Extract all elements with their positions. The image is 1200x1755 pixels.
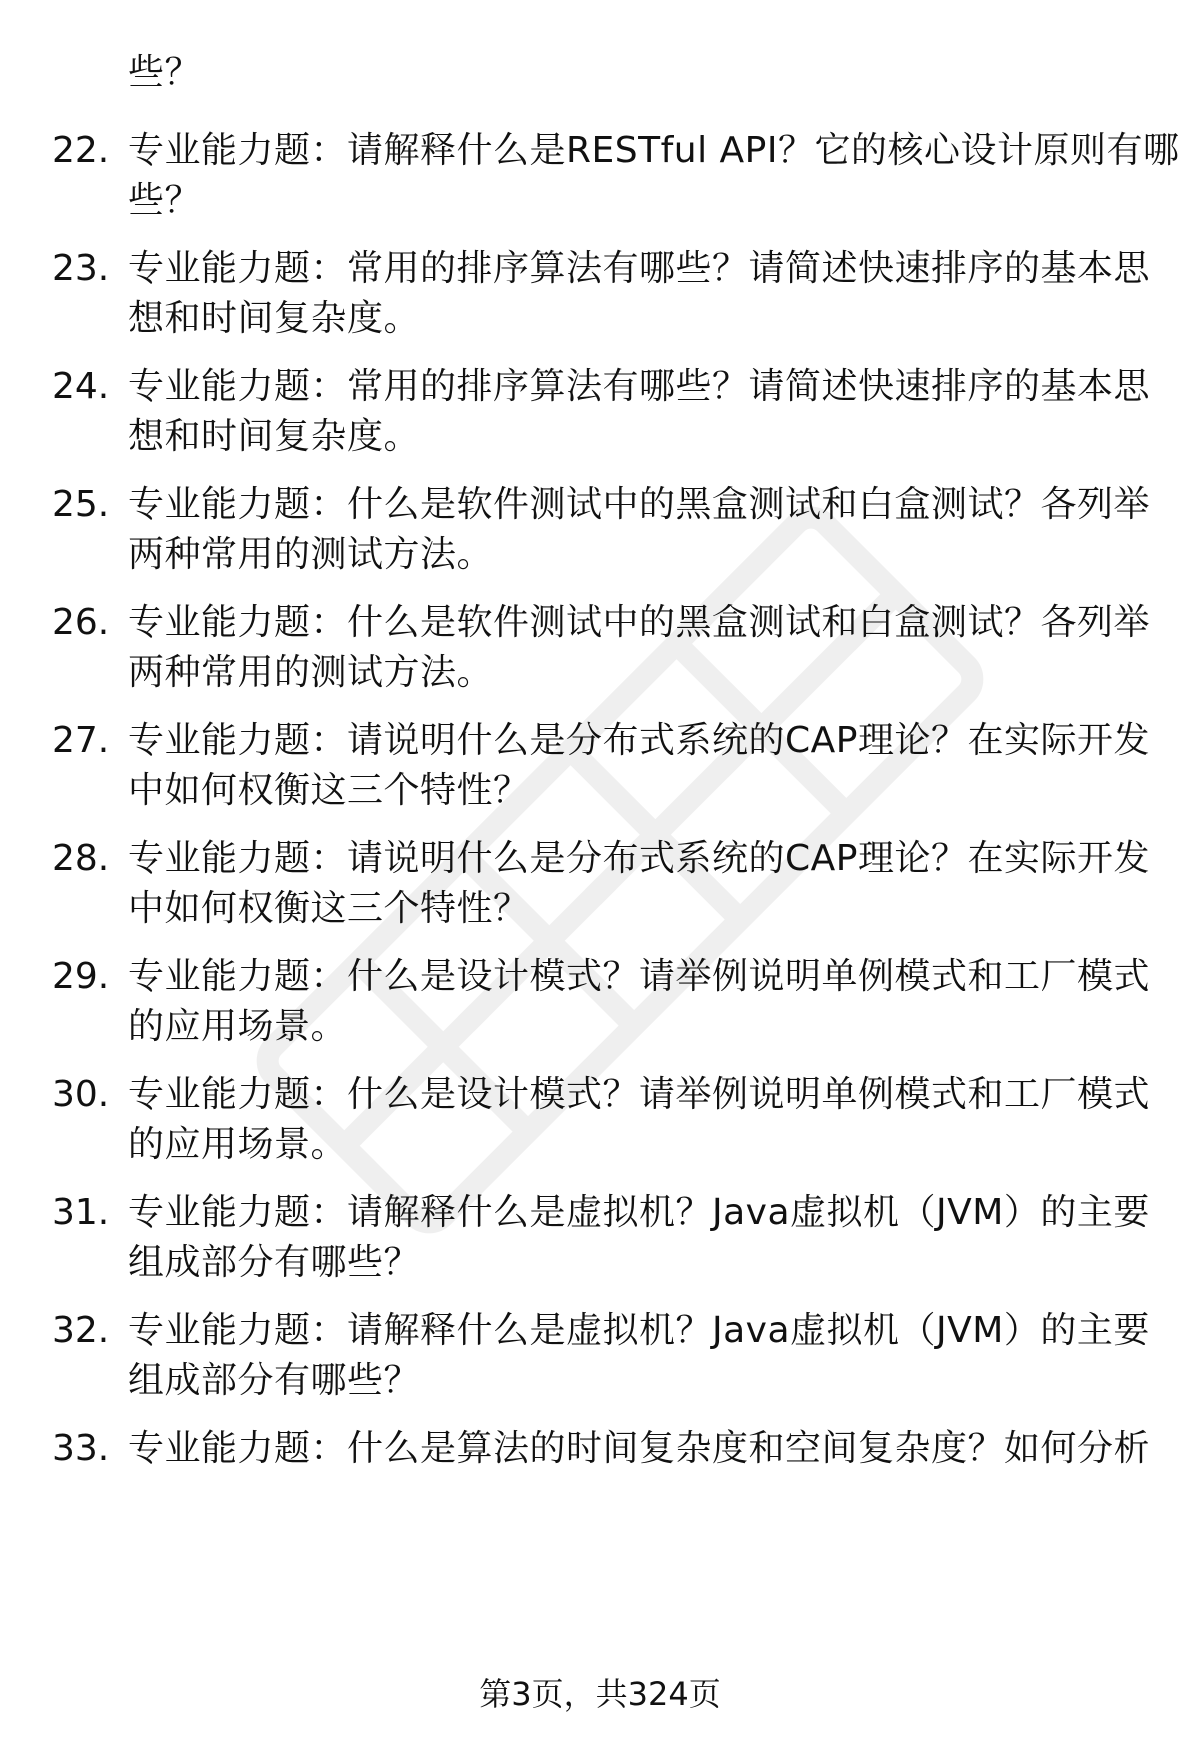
list-item bbox=[0, 834, 1200, 934]
item-text-line: 专业能力题：什么是软件测试中的黑盒测试和白盒测试？各列举 bbox=[128, 602, 1151, 643]
item-text-line: 些？ bbox=[128, 180, 202, 221]
item-text-line: 专业能力题：请解释什么是虚拟机？Java虚拟机（JVM）的主要 bbox=[128, 1192, 1150, 1233]
item-text-line: 中如何权衡这三个特性？ bbox=[128, 770, 530, 811]
item-text-line: 想和时间复杂度。 bbox=[128, 298, 421, 339]
item-text-line: 专业能力题：什么是设计模式？请举例说明单例模式和工厂模式 bbox=[128, 1074, 1151, 1115]
item-number: 23. bbox=[52, 248, 110, 289]
item-text-line: 专业能力题：常用的排序算法有哪些？请简述快速排序的基本思 bbox=[128, 248, 1151, 289]
item-number: 33. bbox=[52, 1428, 110, 1469]
item-text-line: 两种常用的测试方法。 bbox=[128, 652, 494, 693]
list-item bbox=[0, 716, 1200, 816]
item-number: 25. bbox=[52, 484, 110, 525]
item-text-line: 专业能力题：什么是算法的时间复杂度和空间复杂度？如何分析 bbox=[128, 1428, 1151, 1469]
list-item bbox=[0, 1306, 1200, 1406]
item-number: 29. bbox=[52, 956, 110, 997]
item-text-line: 组成部分有哪些？ bbox=[128, 1360, 421, 1401]
item-text-line: 的应用场景。 bbox=[128, 1124, 348, 1165]
item-text-line: 专业能力题：请说明什么是分布式系统的CAP理论？在实际开发 bbox=[128, 838, 1150, 879]
item-text-line: 专业能力题：什么是设计模式？请举例说明单例模式和工厂模式 bbox=[128, 956, 1151, 997]
item-text-line: 专业能力题：常用的排序算法有哪些？请简述快速排序的基本思 bbox=[128, 366, 1151, 407]
item-text-line: 专业能力题：请解释什么是RESTful API？它的核心设计原则有哪 bbox=[128, 130, 1180, 171]
page-footer: 第3页，共324页 bbox=[479, 1675, 721, 1713]
list-item bbox=[0, 480, 1200, 580]
item-text-line: 中如何权衡这三个特性？ bbox=[128, 888, 530, 929]
item-number: 22. bbox=[52, 130, 110, 171]
item-text-line: 的应用场景。 bbox=[128, 1006, 348, 1047]
item-text-line: 专业能力题：请说明什么是分布式系统的CAP理论？在实际开发 bbox=[128, 720, 1150, 761]
list-item bbox=[0, 1424, 1200, 1474]
list-item bbox=[0, 362, 1200, 462]
list-item bbox=[0, 244, 1200, 344]
continuation-line: 些？ bbox=[128, 52, 202, 93]
item-number: 28. bbox=[52, 838, 110, 879]
list-item bbox=[0, 1070, 1200, 1170]
item-number: 24. bbox=[52, 366, 110, 407]
list-item bbox=[0, 1188, 1200, 1288]
list-item bbox=[0, 126, 1200, 226]
item-number: 27. bbox=[52, 720, 110, 761]
list-item bbox=[0, 598, 1200, 698]
item-text-line: 专业能力题：什么是软件测试中的黑盒测试和白盒测试？各列举 bbox=[128, 484, 1151, 525]
item-number: 30. bbox=[52, 1074, 110, 1115]
item-text-line: 专业能力题：请解释什么是虚拟机？Java虚拟机（JVM）的主要 bbox=[128, 1310, 1150, 1351]
item-number: 26. bbox=[52, 602, 110, 643]
item-text-line: 组成部分有哪些？ bbox=[128, 1242, 421, 1283]
item-text-line: 想和时间复杂度。 bbox=[128, 416, 421, 457]
list-item bbox=[0, 952, 1200, 1052]
item-number: 31. bbox=[52, 1192, 110, 1233]
item-number: 32. bbox=[52, 1310, 110, 1351]
item-text-line: 两种常用的测试方法。 bbox=[128, 534, 494, 575]
